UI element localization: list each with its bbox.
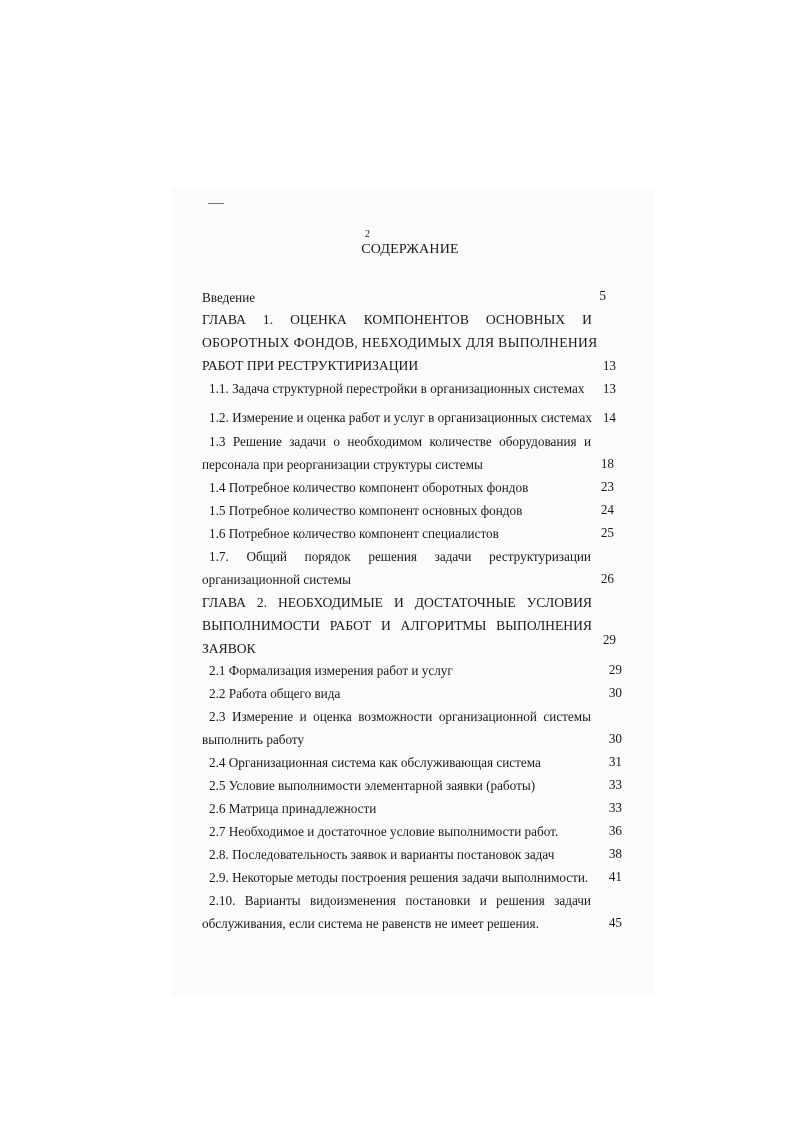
word: КОМПОНЕНТОВ (363, 312, 469, 327)
toc-section-2-3-line1 (209, 709, 591, 725)
toc-section-1-5: 1.5 Потребное количество компонент основных фондов (209, 503, 523, 518)
toc-intro-label: Введение (202, 290, 256, 305)
toc-section-1-1-page: 13 (602, 381, 616, 396)
word: 1. (262, 312, 274, 327)
word: 2.10. (209, 893, 236, 908)
toc-section-2-1: 2.1 Формализация измерения работ и услуг (209, 663, 453, 678)
toc-section-2-10-line1 (209, 893, 591, 909)
toc-section-2-3-line2: выполнить работу (202, 732, 305, 747)
toc-chapter1-line1 (202, 312, 592, 328)
word: ОЦЕНКА (290, 312, 347, 327)
word: задачи (434, 549, 472, 564)
word: Измерение (231, 709, 294, 724)
word: порядок (304, 549, 351, 564)
toc-section-2-4-page: 31 (608, 754, 622, 769)
toc-chapter2-line2 (202, 618, 592, 634)
toc-section-2-10-line2: обслуживания, если система не равенств не имеет решения. (202, 916, 539, 931)
toc-section-1-6-page: 25 (600, 525, 614, 540)
word: Общий (246, 549, 287, 564)
toc-section-2-5-page: 33 (608, 777, 622, 792)
word: И (582, 312, 592, 327)
page-number: 2 (365, 229, 370, 240)
word: решения (496, 893, 545, 908)
toc-section-1-3-page: 18 (600, 456, 614, 471)
word: Решение (232, 434, 282, 449)
word: решения (368, 549, 417, 564)
toc-section-1-5-page: 24 (600, 502, 614, 517)
word: ОСНОВНЫХ (485, 312, 566, 327)
word: оценка (313, 709, 352, 724)
word: постановки (405, 893, 471, 908)
toc-section-1-7-line2: организационной системы (202, 572, 351, 587)
word: 2.3 (209, 709, 226, 724)
word: системы (543, 709, 591, 724)
toc-section-1-1: 1.1. Задача структурной перестройки в организационных системах (209, 381, 585, 396)
word: И (393, 595, 404, 610)
word: задачи (554, 893, 591, 908)
word: видоизменения (310, 893, 396, 908)
toc-section-2-2-page: 30 (608, 685, 622, 700)
toc-section-2-2: 2.2 Работа общего вида (209, 686, 341, 701)
word: 1.7. (209, 549, 229, 564)
toc-section-2-3-page: 30 (608, 731, 622, 746)
word: Варианты (244, 893, 301, 908)
toc-section-1-7-page: 26 (600, 571, 614, 586)
word: необходимом (347, 434, 423, 449)
toc-chapter2-line3: ЗАЯВОК (202, 641, 256, 656)
word: задачи (289, 434, 326, 449)
toc-section-2-7: 2.7 Необходимое и достаточное условие выполнимости работ. (209, 824, 559, 839)
toc-chapter1-page: 13 (602, 358, 616, 373)
toc-chapter1-line2: ОБОРОТНЫХ ФОНДОВ, НЕБХОДИМЫХ ДЛЯ ВЫПОЛНЕНИЯ (202, 335, 598, 350)
toc-section-1-6: 1.6 Потребное количество компонент специалистов (209, 526, 499, 541)
toc-section-2-10-page: 45 (608, 915, 622, 930)
toc-chapter2-page: 29 (602, 632, 616, 647)
toc-section-2-1-page: 29 (608, 662, 622, 677)
word: и (583, 434, 591, 449)
toc-section-2-6-page: 33 (608, 800, 622, 815)
word: организационной (438, 709, 537, 724)
toc-section-1-7-line1 (209, 549, 591, 565)
word: И (380, 618, 391, 633)
toc-section-1-4: 1.4 Потребное количество компонент оборотных фондов (209, 480, 529, 495)
toc-section-1-4-page: 23 (600, 479, 614, 494)
word: ВЫПОЛНИМОСТИ (202, 618, 320, 633)
toc-section-2-9: 2.9. Некоторые методы построения решения задачи выполнимости. (209, 870, 589, 885)
toc-section-2-8-page: 38 (608, 846, 622, 861)
page-title: СОДЕРЖАНИЕ (361, 242, 459, 257)
toc-chapter2-line1 (202, 595, 592, 611)
toc-intro-page: 5 (599, 288, 606, 303)
word: о (333, 434, 340, 449)
word: 1.3 (209, 434, 226, 449)
word: 2. (256, 595, 268, 610)
toc-section-2-6: 2.6 Матрица принадлежности (209, 801, 377, 816)
word: количестве (429, 434, 492, 449)
toc-section-1-3-line1 (209, 434, 591, 450)
word: оборудования (499, 434, 577, 449)
word: и (299, 709, 307, 724)
toc-section-2-7-page: 36 (608, 823, 622, 838)
toc-chapter1-line3: РАБОТ ПРИ РЕСТРУКТИРИЗАЦИИ (202, 358, 419, 373)
word: ВЫПОЛНЕНИЯ (496, 618, 592, 633)
toc-section-2-5: 2.5 Условие выполнимости элементарной заявки (работы) (209, 778, 536, 793)
word: РАБОТ (329, 618, 372, 633)
toc-section-1-2: 1.2. Измерение и оценка работ и услуг в организационных системах (209, 410, 592, 425)
word: и (479, 893, 487, 908)
toc-section-2-9-page: 41 (608, 869, 622, 884)
word: реструктуризации (489, 549, 591, 564)
word: УСЛОВИЯ (526, 595, 592, 610)
word: АЛГОРИТМЫ (400, 618, 487, 633)
toc-section-1-3-line2: персонала при реорганизации структуры системы (202, 457, 483, 472)
word: возможности (358, 709, 433, 724)
word: ГЛАВА (202, 312, 246, 327)
toc-section-2-4: 2.4 Организационная система как обслуживающая система (209, 755, 541, 770)
word: ГЛАВА (202, 595, 246, 610)
toc-section-2-8: 2.8. Последовательность заявок и варианты постановок задач (209, 847, 555, 862)
scan-mark (208, 203, 224, 204)
word: НЕОБХОДИМЫЕ (277, 595, 383, 610)
word: ДОСТАТОЧНЫЕ (414, 595, 516, 610)
toc-section-1-2-page: 14 (602, 410, 616, 425)
